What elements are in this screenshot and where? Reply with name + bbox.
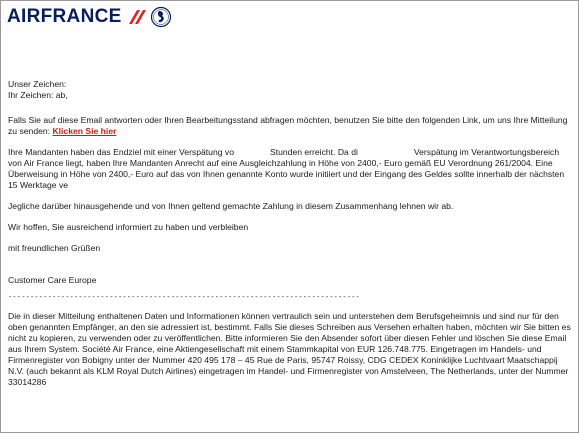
closing-greeting: mit freundlichen Grüßen xyxy=(8,243,101,253)
click-here-link[interactable]: Klicken Sie hier xyxy=(52,126,117,136)
signature: Customer Care Europe xyxy=(8,275,97,285)
rejection-paragraph: Jegliche darüber hinausgehende und von Ihnen geltend gemachte Zahlung in diesem Zusammenhang lehnen wir ab. xyxy=(8,201,454,211)
airfrance-logo-text: AIRFRANCE xyxy=(7,6,122,27)
our-reference: Unser Zeichen: xyxy=(8,79,67,89)
compensation-paragraph: Ihre Mandanten haben das Endziel mit einer Verspätung vo Stunden erreicht. Da di Verspätung im Verantwortungsbereich von Air France liegt, haben Ihre Mandanten Anrecht auf eine Ausgleichzahlung in Höhe von 2400,- Euro gemäß EU Verordnung 261/2004. Eine Überweisung in Höhe von 2400,- Euro auf das von Ihnen genannte Konto wurde initiiert und der Eingang des Geldes sollte innerhalb der nächsten 15 Werktage ve xyxy=(8,147,565,190)
airfrance-stripes-icon xyxy=(126,10,148,24)
your-reference: Ihr Zeichen: ab, xyxy=(8,90,68,100)
intro-text: Falls Sie auf diese Email antworten oder Ihren Bearbeitungsstand abfragen möchten, benutzen Sie bitte den folgenden Link, um uns Ihre Mitteilung zu senden: xyxy=(8,115,568,136)
legal-disclaimer: Die in dieser Mitteilung enthaltenen Daten und Informationen können vertraulich sein und unterstehen dem Berufsgeheimnis und sind nur für den oben genannten Empfänger, an den sie adressiert ist, bestimmt. Falls Sie dieses Schreiben aus Versehen erhalten haben, möchten wir Sie bitten es nicht zu kopieren, zu verwenden oder zu veröffentlichen. Bitte informieren Sie den Absender sofort über diesen Fehler und löschen Sie diese Email aus Ihrem System. Société Air France, eine Aktiengesellschaft mit einem Stammkapital von EUR 126.748.775. Eingetragen im Handels- und Firmenregister von Bobigny unter der Nummer 420 495 178 – 45 Rue de Paris, 95747 Roissy, CDG CEDEX Koninklijke Luchtvaart Maatschappij N.V. (auch bekannt als KLM Royal Dutch Airlines) eingetragen im Handel- und Firmenregister von Amstelveen, The Netherlands, unter der Nummer 33014286 xyxy=(8,311,571,387)
intro-paragraph xyxy=(8,115,574,137)
email-body xyxy=(8,79,574,388)
airfrance-seahorse-emblem-icon xyxy=(150,6,172,28)
email-header xyxy=(7,5,172,29)
hope-paragraph: Wir hoffen, Sie ausreichend informiert zu haben und verbleiben xyxy=(8,222,249,232)
divider-line: -------------------------------------------------------------------------------- xyxy=(8,294,361,302)
